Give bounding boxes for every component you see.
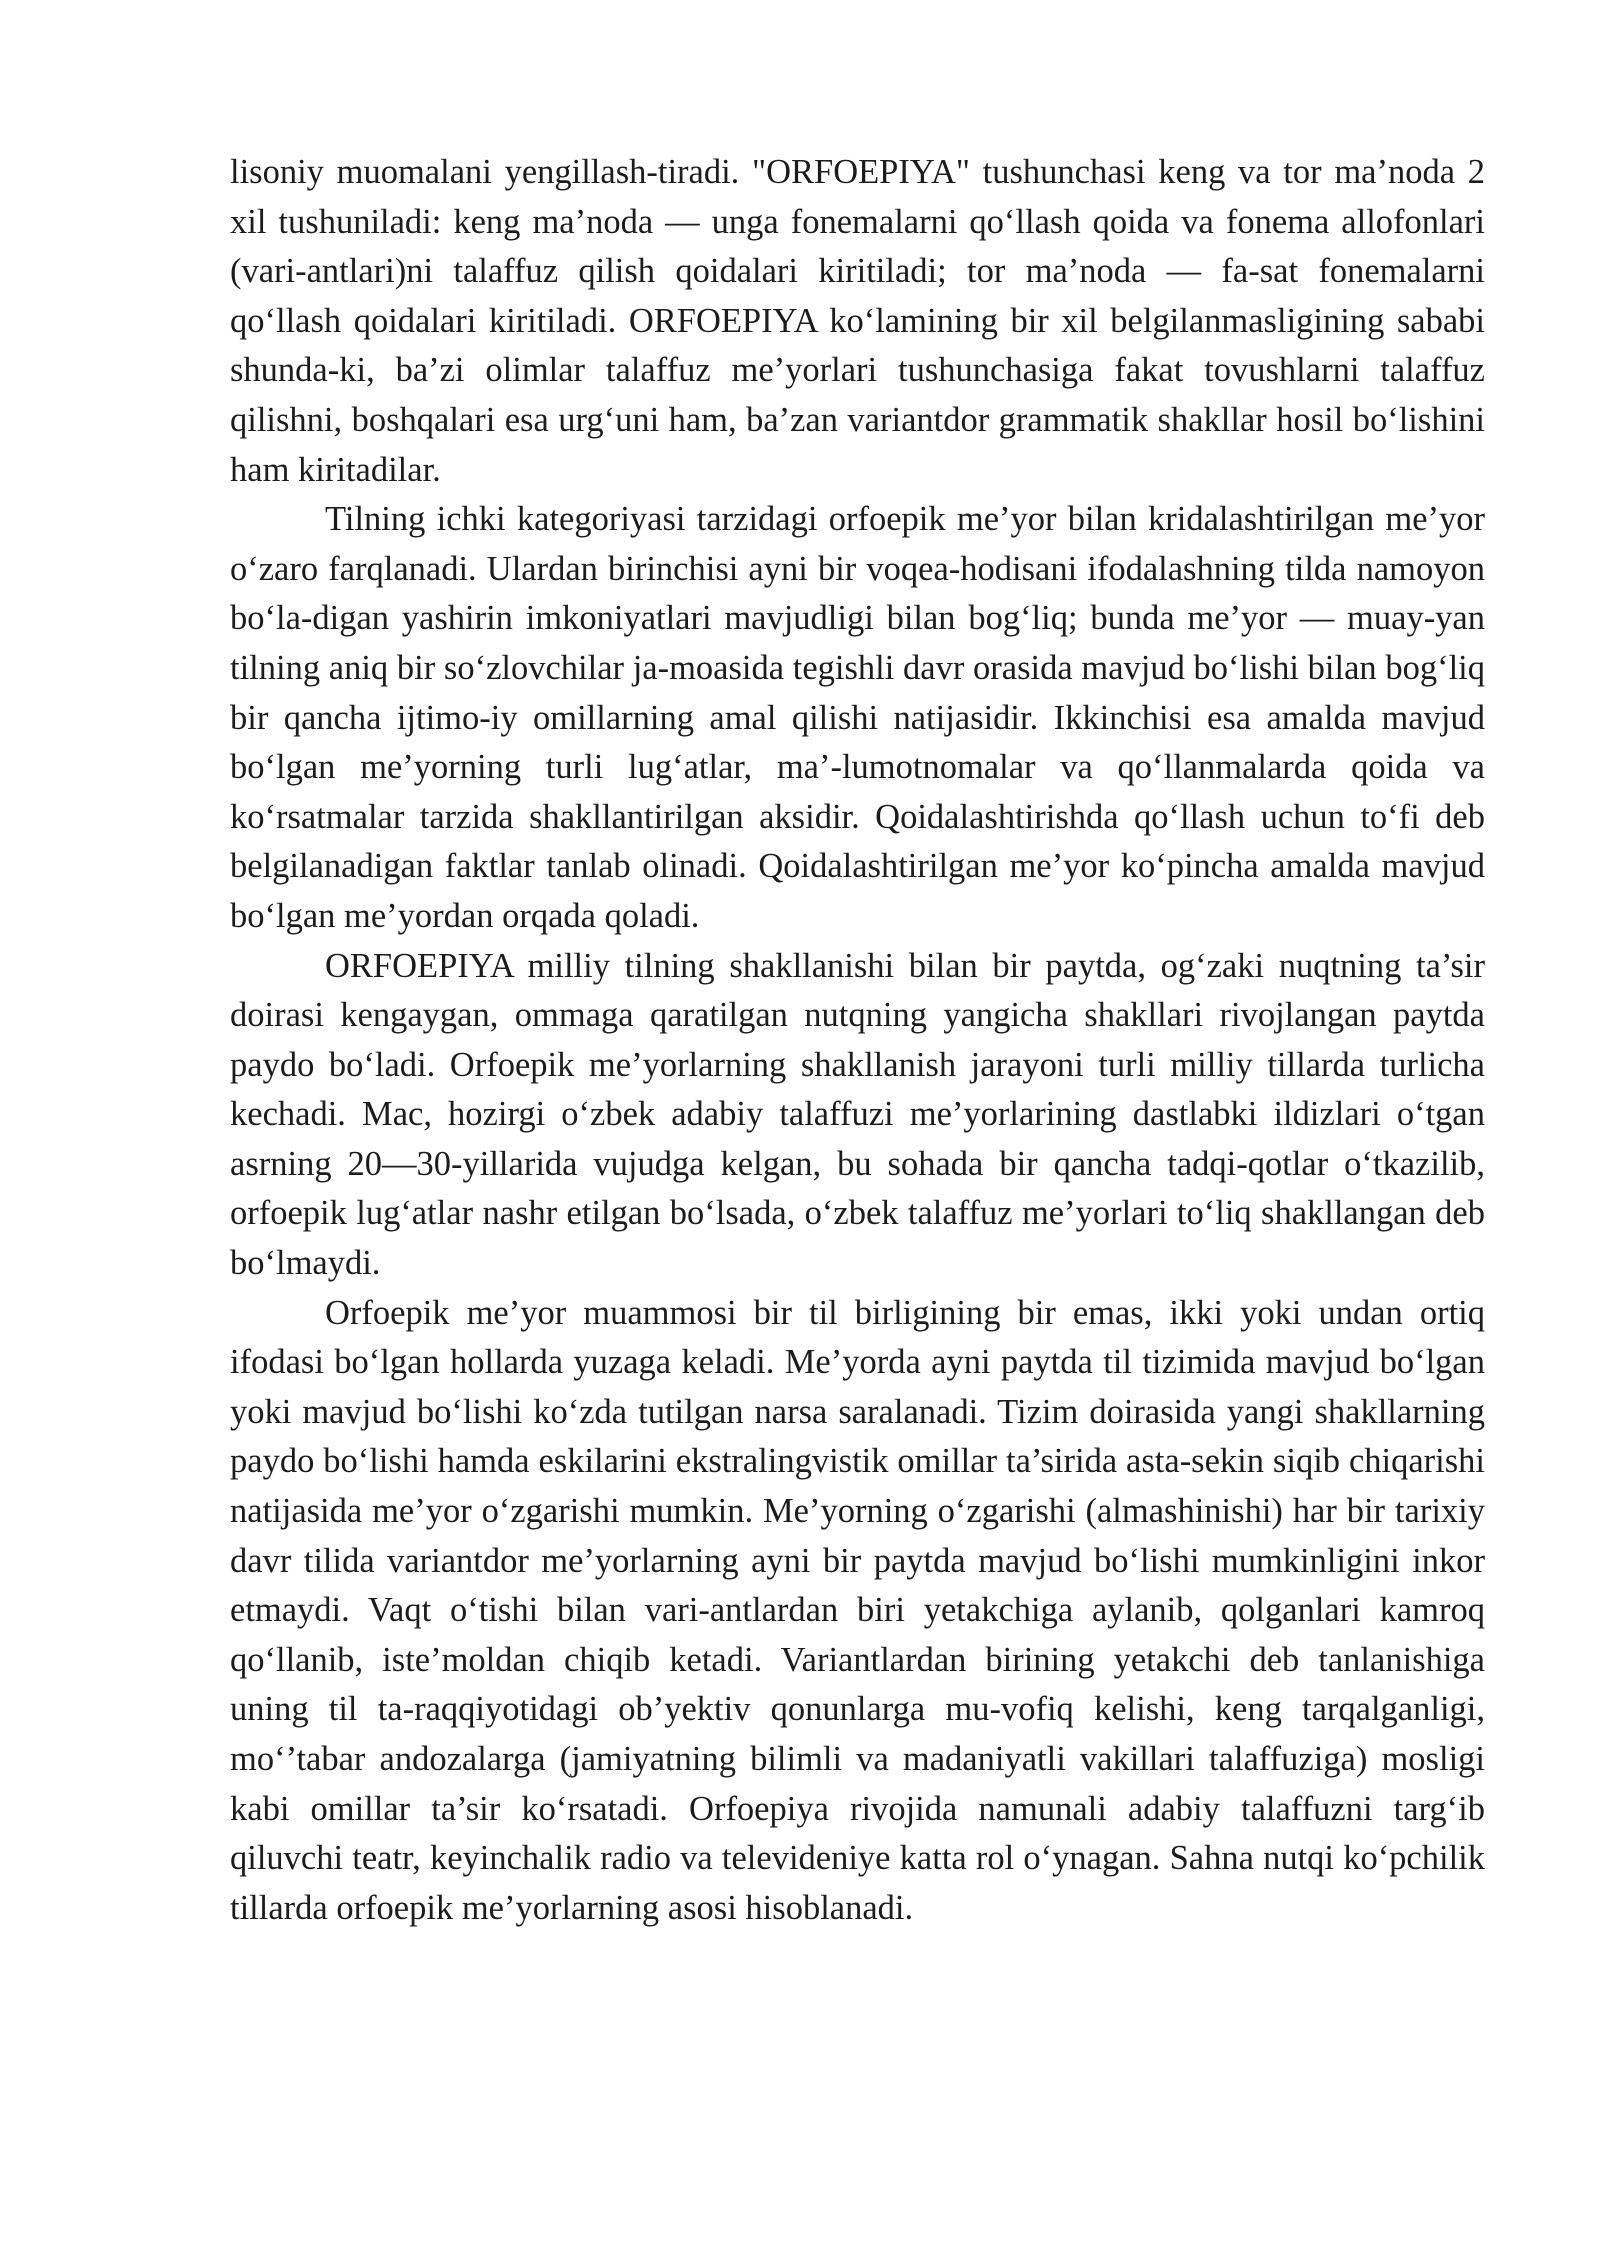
paragraph-2: Tilning ichki kategoriyasi tarzidagi orfoepik me’yor bilan kridalashtirilgan me’yor o‘zaro farqlanadi. Ulardan birinchisi ayni bir voqea-hodisani ifodalashning tilda namoyon bo‘la-digan yashirin imkoniyatlari mavjudligi bilan bog‘liq; bunda me’yor — muay-yan tilning aniq bir so‘zlovchilar ja-moasida tegishli davr orasida mavjud bo‘lishi bilan bog‘liq bir qancha ijtimo-iy omillarning amal qilishi natijasidir. Ikkinchisi esa amalda mavjud bo‘lgan me’yorning turli lug‘atlar, ma’-lumotnomalar va qo‘llanmalarda qoida va ko‘rsatmalar tarzida shakllantirilgan aksidir. Qoidalashtirishda qo‘llash uchun to‘fi deb belgilanadigan faktlar tanlab olinadi. Qoidalashtirilgan me’yor ko‘pincha amalda mavjud bo‘lgan me’yordan orqada qoladi. — [230, 500, 1485, 935]
paragraph-3: ORFOEPIYA milliy tilning shakllanishi bilan bir paytda, og‘zaki nuqtning ta’sir doirasi kengaygan, ommaga qaratilgan nutqning yangicha shakllari rivojlangan paytda paydo bo‘ladi. Orfoepik me’yorlarning shakllanish jarayoni turli milliy tillarda turlicha kechadi. Mac, hozirgi o‘zbek adabiy talaffuzi me’yorlarining dastlabki ildizlari o‘tgan asrning 20—30-yillarida vujudga kelgan, bu sohada bir qancha tadqi-qotlar o‘tkazilib, orfoepik lug‘atlar nashr etilgan bo‘lsada, o‘zbek talaffuz me’yorlari to‘liq shakllangan deb bo‘lmaydi. — [230, 946, 1485, 1283]
paragraph-1: lisoniy muomalani yengillash-tiradi. "ORFOEPIYA" tushunchasi keng va tor ma’noda 2 xil tushuniladi: keng ma’noda — unga fonemalarni qo‘llash qoida va fonema allofonlari (vari-antlari)ni talaffuz qilish qoidalari kiritiladi; tor ma’noda — fa-sat fonemalarni qo‘llash qoidalari kiritiladi. ORFOEPIYA ko‘lamining bir xil belgilanmasligining sababi shunda-ki, ba’zi olimlar talaffuz me’yorlari tushunchasiga fakat tovushlarni talaffuz qilishni, boshqalari esa urg‘uni ham, ba’zan variantdor grammatik shakllar hosil bo‘lishini ham kiritadilar. — [230, 153, 1485, 489]
paragraph-4: Orfoepik me’yor muammosi bir til birligining bir emas, ikki yoki undan ortiq ifodasi bo‘lgan hollarda yuzaga keladi. Me’yorda ayni paytda til tizimida mavjud bo‘lgan yoki mavjud bo‘lishi ko‘zda tutilgan narsa saralanadi. Tizim doirasida yangi shakllarning paydo bo‘lishi hamda eskilarini ekstralingvistik omillar ta’sirida asta-sekin siqib chiqarishi natijasida me’yor o‘zgarishi mumkin. Me’yorning o‘zgarishi (almashinishi) har bir tarixiy davr tilida variantdor me’yorlarning ayni bir paytda mavjud bo‘lishi mumkinligini inkor etmaydi. Vaqt o‘tishi bilan vari-antlardan biri yetakchiga aylanib, qolganlari kamroq qo‘llanib, iste’moldan chiqib ketadi. Variantlardan birining yetakchi deb tanlanishiga uning til ta-raqqiyotidagi ob’yektiv qonunlarga mu-vofiq kelishi, keng tarqalganligi, mo‘’tabar andozalarga (jamiyatning bilimli va madaniyatli vakillari talaffuziga) mosligi kabi omillar ta’sir ko‘rsatadi. Orfoepiya rivojida namunali adabiy talaffuzni targ‘ib qiluvchi teatr, keyinchalik radio va televideniye katta rol o‘ynagan. Sahna nutqi ko‘pchilik tillarda orfoepik me’yorlarning asosi hisoblanadi. — [230, 1293, 1485, 1927]
document-page — [230, 148, 1485, 1933]
